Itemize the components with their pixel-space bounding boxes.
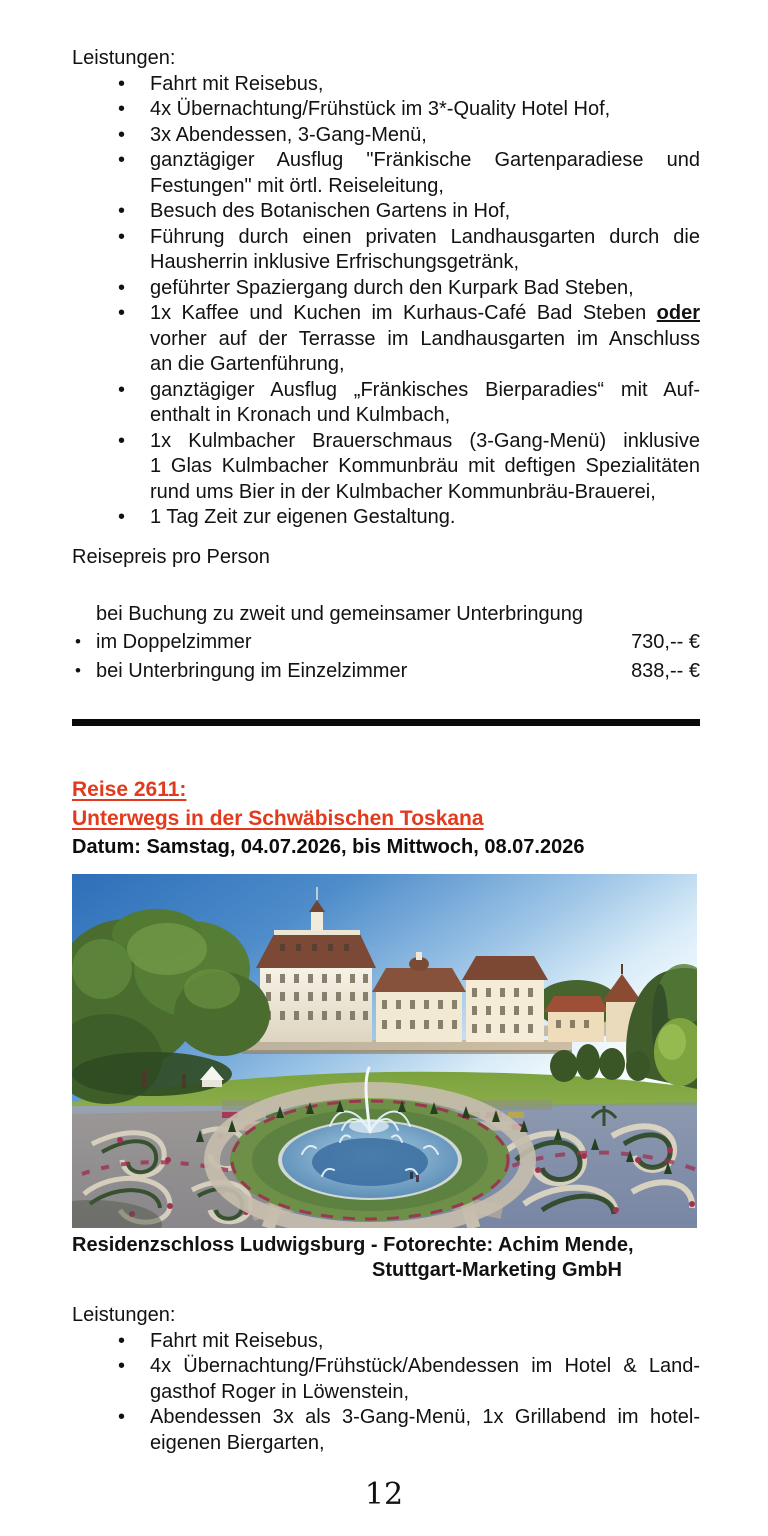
reisepreis-heading: Reisepreis pro Person [72,545,270,568]
trip-header [72,775,700,862]
bullet-icon: • [118,302,126,324]
list-item-text: bei Buchung zu zweit und gemeinsamer Unterbringung im Doppelzimmer [96,603,583,653]
trip-photo [72,874,697,1228]
bullet-icon: • [118,1329,126,1352]
list-item [72,301,700,378]
bullet-icon: • [118,200,126,222]
list-item-text: 3x Abendessen, 3-Gang-Menü, [150,123,427,146]
ludwigsburg-palace-garden-photo [72,874,697,1228]
list-item-text: 1x Kulmbacher Brauerschmaus (3-Gang-Menü) inklusive 1 Glas Kulmbacher Kommunbräu mit deftigen Spezialitäten rund ums Bier in der Kulmbacher Kommunbräu-Brauerei, [150,429,700,503]
bullet-icon: • [118,72,126,95]
bullet-icon: • [118,225,126,248]
trip-number: Reise 2611: [72,778,187,801]
list-item [72,225,700,276]
list-item-text: 4x Übernachtung/Frühstück/Abendessen im Hotel & Land- gasthof Roger in Löwenstein, [150,1355,700,1403]
bullet-icon: • [118,149,126,171]
list-item [72,378,700,429]
list-item-text: 4x Übernachtung/Frühstück im 3*-Quality Hotel Hof, [150,98,611,120]
list-item-text: Fahrt mit Reisebus, [150,72,324,95]
page-number: 12 [364,1477,404,1512]
list-item-text: geführter Spaziergang durch den Kurpark Bad Steben, [150,276,634,299]
bullet-icon: • [75,661,81,680]
list-item-text: ganztägiger Ausflug "Fränkische Gartenparadiese und Festungen" mit örtl. Reiseleitung, [150,149,700,197]
bullet-icon: • [118,123,126,146]
list-item [72,72,700,98]
bullet-icon: • [118,378,126,401]
list-item-text: Besuch des Botanischen Gartens in Hof, [150,200,511,222]
list-item [72,199,700,225]
list-item [72,276,700,302]
list-item-text: bei Unterbringung im Einzelzimmer [96,660,408,682]
list-item [72,1405,700,1456]
list-item [72,429,700,506]
price-row [72,600,700,656]
bullet-icon: • [118,1355,126,1377]
section-divider [72,719,700,726]
list-item [72,123,700,149]
leistungen-heading-1: Leistungen: [72,47,176,69]
trip-title: Unterwegs in der Schwäbischen Toskana [72,807,484,830]
list-item [72,148,700,199]
photo-caption [72,1233,700,1283]
photo-caption-line2: Stuttgart-Marketing GmbH [372,1259,622,1281]
list-item-text: 1 Tag Zeit zur eigenen Gestaltung. [150,506,456,528]
list-item [72,1329,700,1355]
price-value: 838,-- € [631,660,700,682]
price-value: 730,-- € [631,631,700,653]
price-row [72,657,700,685]
leistungen-list-1 [72,72,700,531]
bullet-icon: • [118,276,126,299]
price-list [72,600,700,685]
list-item [72,97,700,123]
list-item-text: 1x Kaffee und Kuchen im Kurhaus-Café Bad Steben oder vorher auf der Terrasse im Landhausgarten im Anschluss an die Gartenführung, [150,302,700,375]
bullet-icon: • [118,429,126,452]
list-item-text: ganztägiger Ausflug „Fränkisches Bierparadies“ mit Auf- enthalt in Kronach und Kulmbach, [150,378,700,426]
bullet-icon: • [75,632,81,651]
bullet-icon: • [118,506,126,528]
trip-date: Datum: Samstag, 04.07.2026, bis Mittwoch, 08.07.2026 [72,836,585,858]
bullet-icon: • [118,1406,126,1428]
list-item-text: Führung durch einen privaten Landhausgarten durch die Hausherrin inklusive Erfrischungsgetränk, [150,225,700,273]
list-item-text: Fahrt mit Reisebus, [150,1329,324,1352]
list-item-text: Abendessen 3x als 3-Gang-Menü, 1x Grillabend im hotel- eigenen Biergarten, [150,1406,700,1454]
leistungen-list-2 [72,1329,700,1457]
list-item [72,1354,700,1405]
list-item [72,505,700,531]
photo-caption-line1: Residenzschloss Ludwigsburg - Fotorechte: Achim Mende, [72,1234,634,1256]
leistungen-heading-2: Leistungen: [72,1304,176,1326]
bullet-icon: • [118,98,126,120]
